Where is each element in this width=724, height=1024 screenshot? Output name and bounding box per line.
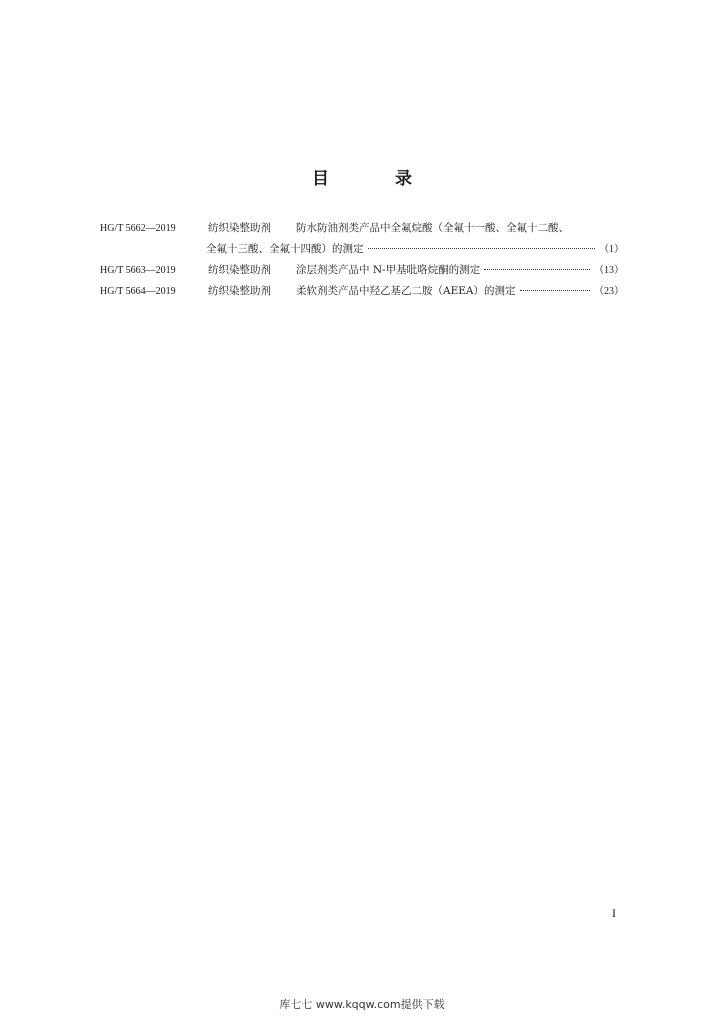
standard-category: 纺织染整助剂 bbox=[208, 264, 271, 276]
page-reference: （23） bbox=[594, 286, 624, 297]
standard-category: 纺织染整助剂 bbox=[208, 285, 271, 297]
footer-watermark: 库七七 www.kqqw.com提供下载 bbox=[279, 998, 445, 1011]
standard-code: HG/T 5663—2019 bbox=[100, 265, 176, 276]
table-of-contents bbox=[100, 218, 624, 302]
page-reference: （13） bbox=[594, 265, 624, 276]
standard-code: HG/T 5662—2019 bbox=[100, 223, 176, 234]
toc-entry[interactable] bbox=[100, 260, 624, 281]
page-number: I bbox=[612, 906, 616, 920]
toc-entry[interactable] bbox=[100, 218, 624, 260]
standard-title-line1: 柔软剂类产品中羟乙基乙二胺（AEEA）的测定 bbox=[296, 285, 516, 297]
dot-leader bbox=[520, 289, 591, 291]
standard-title-line1: 防水防油剂类产品中全氟烷酸（全氟十一酸、全氟十二酸、 bbox=[296, 222, 569, 234]
dot-leader bbox=[484, 268, 590, 270]
toc-entry-line bbox=[100, 260, 624, 281]
dot-leader bbox=[368, 247, 596, 249]
standard-code: HG/T 5664—2019 bbox=[100, 286, 176, 297]
standard-category: 纺织染整助剂 bbox=[208, 222, 271, 234]
standard-title-line1: 涂层剂类产品中 N-甲基吡咯烷酮的测定 bbox=[296, 264, 481, 276]
toc-entry-line bbox=[100, 281, 624, 302]
toc-entry[interactable] bbox=[100, 281, 624, 302]
toc-entry-line bbox=[100, 218, 624, 239]
page-reference: （1） bbox=[599, 244, 624, 255]
toc-entry-line bbox=[100, 239, 624, 260]
standard-title-line2: 全氟十三酸、全氟十四酸）的测定 bbox=[206, 243, 364, 255]
toc-title: 目 录 bbox=[312, 169, 442, 189]
